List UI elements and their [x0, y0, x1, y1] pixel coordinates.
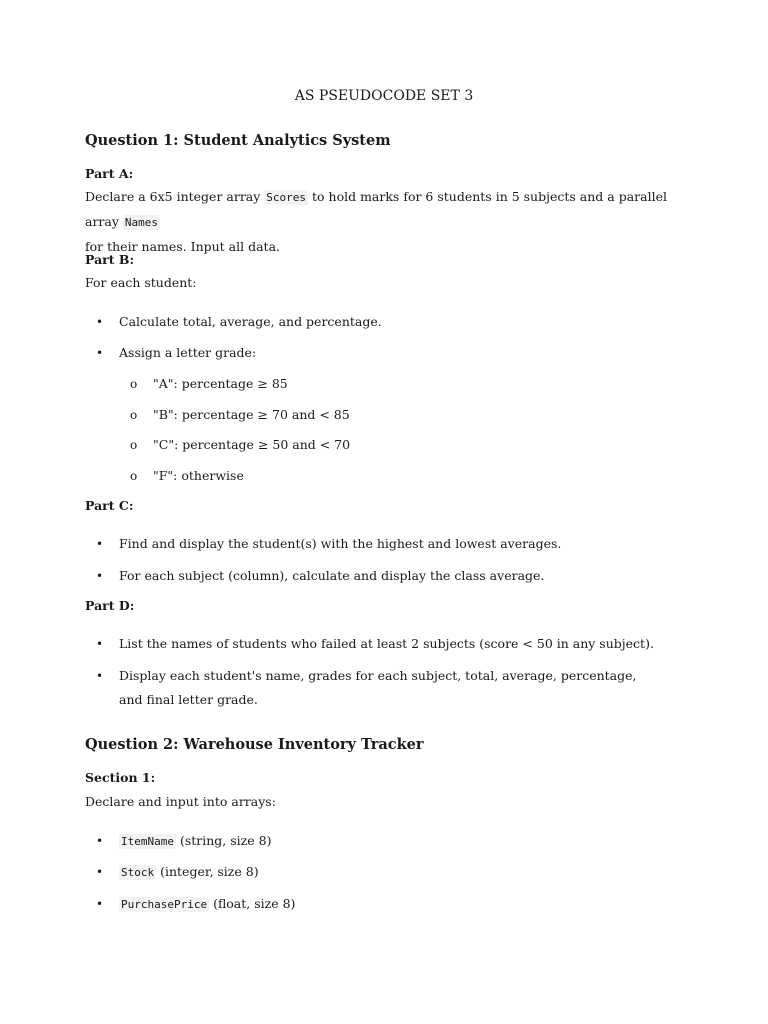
part-b-heading: Part B:: [85, 252, 135, 267]
bullet-icon: •: [96, 569, 104, 583]
scores-code: Scores: [266, 191, 307, 204]
bullet-text: Display each student's name, grades for each subject, total, average, percentage, and final letter grade.: [119, 668, 637, 707]
bullet-text: List the names of students who failed at least 2 subjects (score < 50 in any subject).: [119, 636, 654, 651]
grade-text: "A": percentage ≥ 85: [153, 376, 288, 391]
bullet-text: Find and display the student(s) with the highest and lowest averages.: [119, 536, 562, 551]
bullet-icon: •: [96, 346, 104, 360]
grade-text: "C": percentage ≥ 50 and < 70: [153, 437, 351, 452]
stock-code: Stock: [121, 866, 155, 879]
item-desc: (float, size 8): [209, 896, 296, 911]
section-1-heading: Section 1:: [85, 770, 156, 785]
circle-bullet-icon: o: [130, 377, 138, 391]
bullet-icon: •: [96, 315, 104, 329]
part-d-heading: Part D:: [85, 598, 135, 613]
part-a-text-3: for their names. Input all data.: [85, 239, 280, 254]
document-title: AS PSEUDOCODE SET 3: [294, 88, 474, 104]
grade-text: "B": percentage ≥ 70 and < 85: [153, 407, 350, 422]
bullet-text: Assign a letter grade:: [119, 345, 257, 360]
bullet-text: [119, 892, 659, 917]
bullet-text: For each subject (column), calculate and display the class average.: [119, 568, 545, 583]
section-1-intro: Declare and input into arrays:: [85, 794, 276, 809]
part-b-intro: For each student:: [85, 275, 197, 290]
item-desc: (integer, size 8): [156, 864, 259, 879]
part-a-text-1: Declare a 6x5 integer array: [85, 189, 265, 204]
circle-bullet-icon: o: [130, 438, 138, 452]
bullet-text: [119, 860, 659, 885]
purchaseprice-code: PurchasePrice: [121, 898, 208, 911]
bullet-icon: •: [96, 834, 104, 848]
circle-bullet-icon: o: [130, 469, 138, 483]
names-code: Names: [124, 216, 159, 229]
bullet-text: Calculate total, average, and percentage.: [119, 314, 382, 329]
question-2-heading: Question 2: Warehouse Inventory Tracker: [85, 736, 424, 753]
bullet-icon: •: [96, 897, 104, 911]
part-a-text: [85, 185, 675, 259]
part-c-heading: Part C:: [85, 498, 134, 513]
question-1-heading: Question 1: Student Analytics System: [85, 132, 391, 149]
bullet-text: [119, 829, 659, 854]
bullet-icon: •: [96, 865, 104, 879]
bullet-icon: •: [96, 669, 104, 683]
grade-text: "F": otherwise: [153, 468, 244, 483]
itemname-code: ItemName: [121, 835, 174, 848]
part-a-text-2: to hold marks for 6 students in 5 subjects and a parallel array: [85, 189, 667, 229]
bullet-icon: •: [96, 637, 104, 651]
bullet-icon: •: [96, 537, 104, 551]
item-desc: (string, size 8): [175, 833, 272, 848]
part-a-heading: Part A:: [85, 166, 134, 181]
circle-bullet-icon: o: [130, 408, 138, 422]
